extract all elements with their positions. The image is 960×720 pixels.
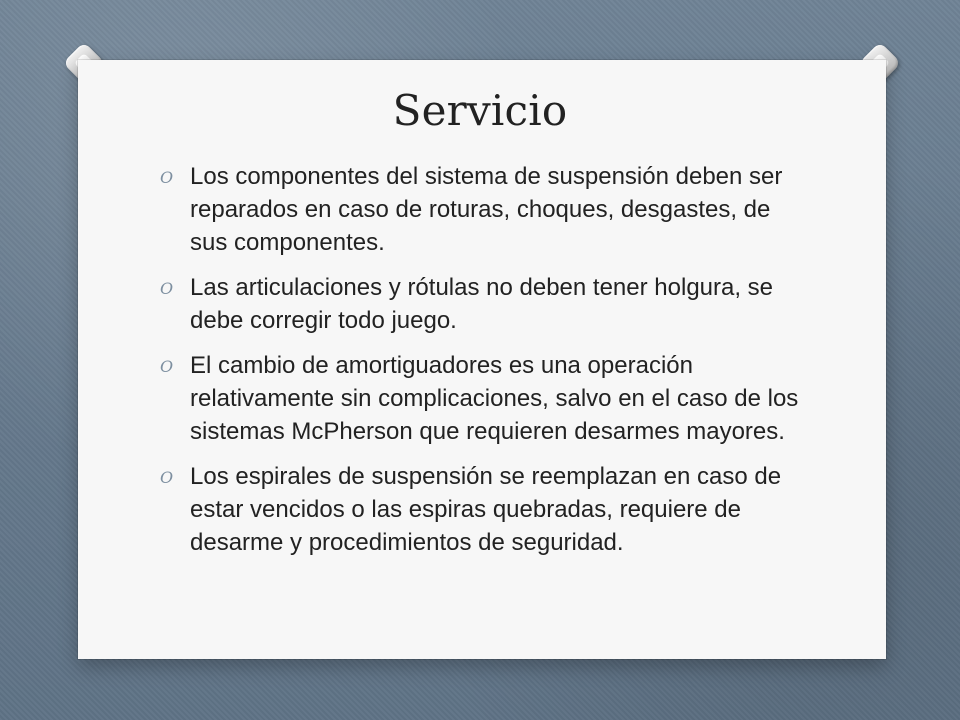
bullet-marker-icon: O bbox=[160, 168, 174, 187]
bullet-text: Los componentes del sistema de suspensión deben ser reparados en caso de roturas, choques, desgastes, de sus componentes. bbox=[190, 163, 783, 256]
bullet-text: Los espirales de suspensión se reemplazan en caso de estar vencidos o las espiras quebradas, requiere de desarme y procedimientos de seguridad. bbox=[190, 463, 782, 556]
bullet-item bbox=[160, 349, 800, 448]
bullet-marker-icon: O bbox=[160, 468, 174, 487]
bullet-text: Las articulaciones y rótulas no deben tener holgura, se debe corregir todo juego. bbox=[190, 274, 774, 334]
bullet-item bbox=[160, 271, 800, 337]
bullet-marker-icon: O bbox=[160, 279, 174, 298]
bullet-list bbox=[160, 160, 800, 571]
bullet-item bbox=[160, 160, 800, 259]
slide-title: Servicio bbox=[392, 86, 568, 135]
bullet-text: El cambio de amortiguadores es una operación relativamente sin complicaciones, salvo en el caso de los sistemas McPherson que requieren desarmes mayores. bbox=[190, 352, 799, 445]
bullet-item bbox=[160, 460, 800, 559]
bullet-marker-icon: O bbox=[160, 357, 174, 376]
